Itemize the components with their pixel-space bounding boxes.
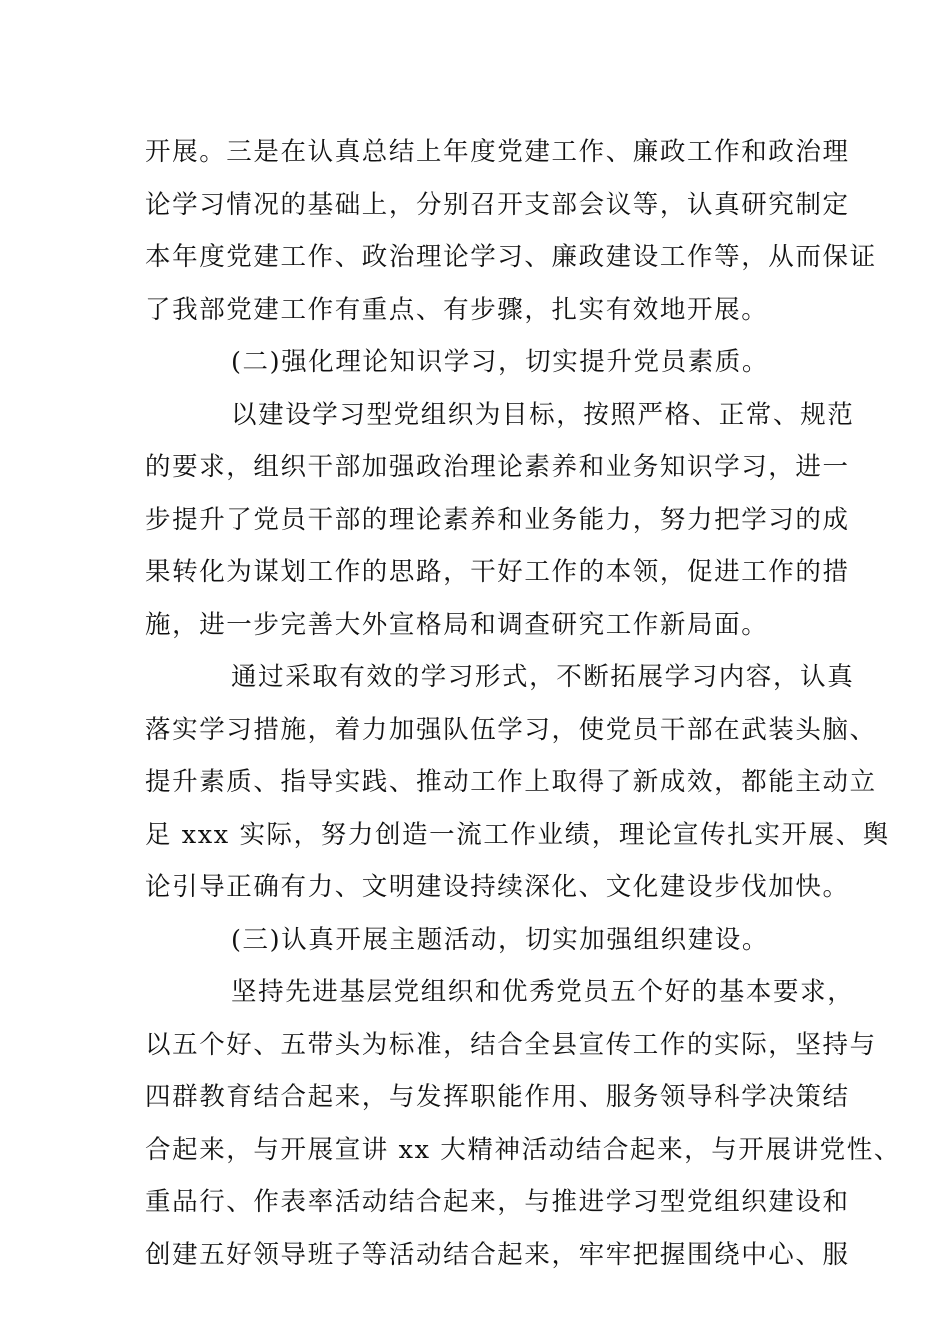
text-line: 了我部党建工作有重点、有步骤，扎实有效地开展。 — [145, 294, 769, 325]
text-line: 的要求，组织干部加强政治理论素养和业务知识学习，进一 — [145, 452, 850, 482]
text-line: 足 xxx 实际，努力创造一流工作业绩，理论宣传扎实开展、舆 — [145, 819, 890, 850]
text-line: 以建设学习型党组织为目标，按照严格、正常、规范 — [231, 399, 855, 430]
section-heading: (二)强化理论知识学习，切实提升党员素质。 — [231, 347, 769, 377]
text-line: 合起来，与开展宣讲 xx 大精神活动结合起来，与开展讲党性、 — [145, 1134, 901, 1165]
text-line: 开展。三是在认真总结上年度党建工作、廉政工作和政治理 — [145, 137, 850, 167]
text-line: 步提升了党员干部的理论素养和业务能力，努力把学习的成 — [145, 504, 850, 535]
text-line: 本年度党建工作、政治理论学习、廉政建设工作等，从而保证 — [145, 242, 877, 272]
text-line: 通过采取有效的学习形式，不断拓展学习内容，认真 — [231, 662, 855, 692]
text-line: 论引导正确有力、文明建设持续深化、文化建设步伐加快。 — [145, 872, 850, 902]
text-line: 以五个好、五带头为标准，结合全县宣传工作的实际，坚持与 — [145, 1029, 877, 1060]
body-text — [145, 126, 901, 1281]
text-line: 施，进一步完善大外宣格局和调查研究工作新局面。 — [145, 609, 769, 640]
text-line: 论学习情况的基础上，分别召开支部会议等，认真研究制定 — [145, 189, 850, 220]
text-line: 坚持先进基层党组织和优秀党员五个好的基本要求， — [231, 977, 855, 1007]
section-heading: (三)认真开展主题活动，切实加强组织建设。 — [231, 924, 769, 955]
text-line: 创建五好领导班子等活动结合起来，牢牢把握围绕中心、服 — [145, 1239, 850, 1270]
text-line: 重品行、作表率活动结合起来，与推进学习型党组织建设和 — [145, 1187, 850, 1217]
text-line: 果转化为谋划工作的思路，干好工作的本领，促进工作的措 — [145, 557, 850, 587]
text-line: 提升素质、指导实践、推动工作上取得了新成效，都能主动立 — [145, 767, 877, 797]
text-line: 落实学习措施，着力加强队伍学习，使党员干部在武装头脑、 — [145, 714, 877, 745]
text-line: 四群教育结合起来，与发挥职能作用、服务领导科学决策结 — [145, 1082, 850, 1112]
